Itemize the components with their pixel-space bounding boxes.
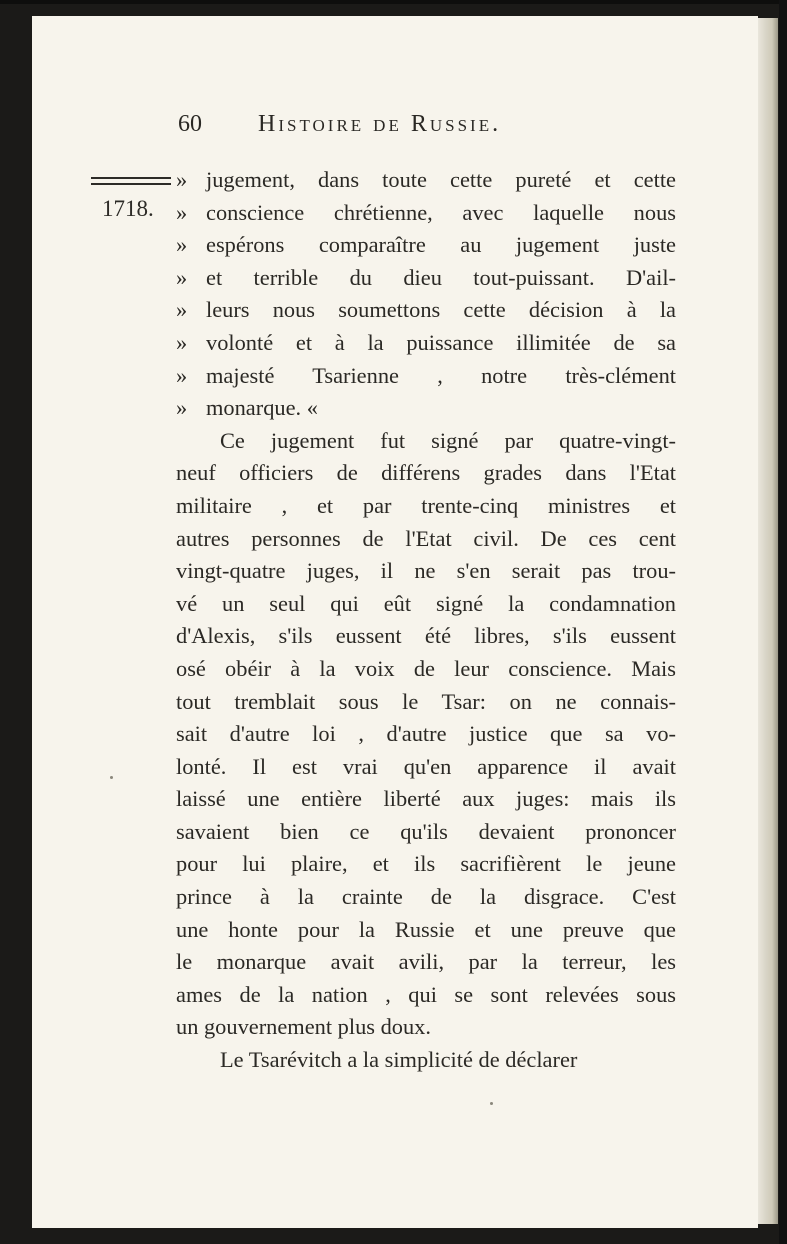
line-text: leurs nous soumettons cette décision à la	[206, 297, 676, 323]
quote-mark: »	[176, 167, 188, 192]
text-line: lonté. Il est vrai qu'en apparence il avait	[176, 753, 676, 779]
quote-mark: »	[176, 329, 188, 355]
line-text: jugement, dans toute cette pureté et cette	[206, 167, 676, 192]
line-text: monarque. «	[206, 395, 318, 421]
text-line: tout tremblait sous le Tsar: on ne connais-	[176, 688, 676, 714]
text-line: le monarque avait avili, par la terreur, les	[176, 949, 676, 975]
text-line: un gouvernement plus doux.	[176, 1014, 431, 1040]
paper-speck	[110, 776, 113, 779]
text-line: laissé une entière liberté aux juges: mais ils	[176, 786, 676, 812]
line-text: conscience chrétienne, avec laquelle nous	[206, 199, 676, 225]
text-line	[176, 392, 676, 425]
body-text	[176, 164, 676, 1077]
text-line: savaient bien ce qu'ils devaient prononcer	[176, 818, 676, 844]
text-line: vingt-quatre juges, il ne s'en serait pas trou-	[176, 558, 676, 584]
text-line	[176, 197, 676, 230]
page-number: 60	[178, 111, 202, 137]
text-line	[176, 229, 676, 262]
text-line: une honte pour la Russie et une preuve que	[176, 916, 676, 942]
text-line: autres personnes de l'Etat civil. De ces cent	[176, 525, 676, 551]
quote-mark: »	[176, 199, 188, 225]
line-text: volonté et à la puissance illimitée de sa	[206, 329, 676, 355]
text-line: pour lui plaire, et ils sacrifièrent le jeune	[176, 851, 676, 877]
text-line	[176, 262, 676, 295]
quote-mark: »	[176, 232, 188, 258]
paper-speck	[490, 1102, 493, 1105]
quote-mark: »	[176, 264, 188, 290]
margin-rule-bottom	[91, 183, 171, 185]
page-edge	[758, 18, 778, 1224]
running-title: Histoire de Russie.	[258, 111, 502, 137]
line-text: espérons comparaître au jugement juste	[206, 232, 676, 258]
scan-background-strip	[779, 0, 787, 1244]
margin-year: 1718.	[102, 196, 154, 221]
text-line	[176, 360, 676, 393]
text-line: prince à la crainte de la disgrace. C'est	[176, 884, 676, 910]
page-header	[178, 111, 578, 141]
text-line	[176, 294, 676, 327]
line-text: majesté Tsarienne , notre très-clément	[206, 362, 676, 388]
quote-mark: »	[176, 362, 188, 388]
quote-mark: »	[176, 395, 188, 421]
text-line: ames de la nation , qui se sont relevées sous	[176, 981, 676, 1007]
text-line	[176, 164, 676, 197]
scan-border	[0, 0, 787, 4]
text-line	[176, 327, 676, 360]
text-line: d'Alexis, s'ils eussent été libres, s'ils eussent	[176, 623, 676, 649]
text-line: vé un seul qui eût signé la condamnation	[176, 590, 676, 616]
text-line: sait d'autre loi , d'autre justice que sa vo-	[176, 721, 676, 747]
quote-mark: »	[176, 297, 188, 323]
text-line: Le Tsarévitch a la simplicité de déclarer	[220, 1047, 578, 1073]
margin-rule-top	[91, 177, 171, 179]
text-line: militaire , et par trente-cinq ministres et	[176, 492, 676, 518]
text-line: neuf officiers de différens grades dans l'Etat	[176, 460, 676, 486]
line-text: et terrible du dieu tout-puissant. D'ail-	[206, 264, 676, 290]
text-line: osé obéir à la voix de leur conscience. Mais	[176, 655, 676, 681]
text-line: Ce jugement fut signé par quatre-vingt-	[220, 427, 676, 453]
